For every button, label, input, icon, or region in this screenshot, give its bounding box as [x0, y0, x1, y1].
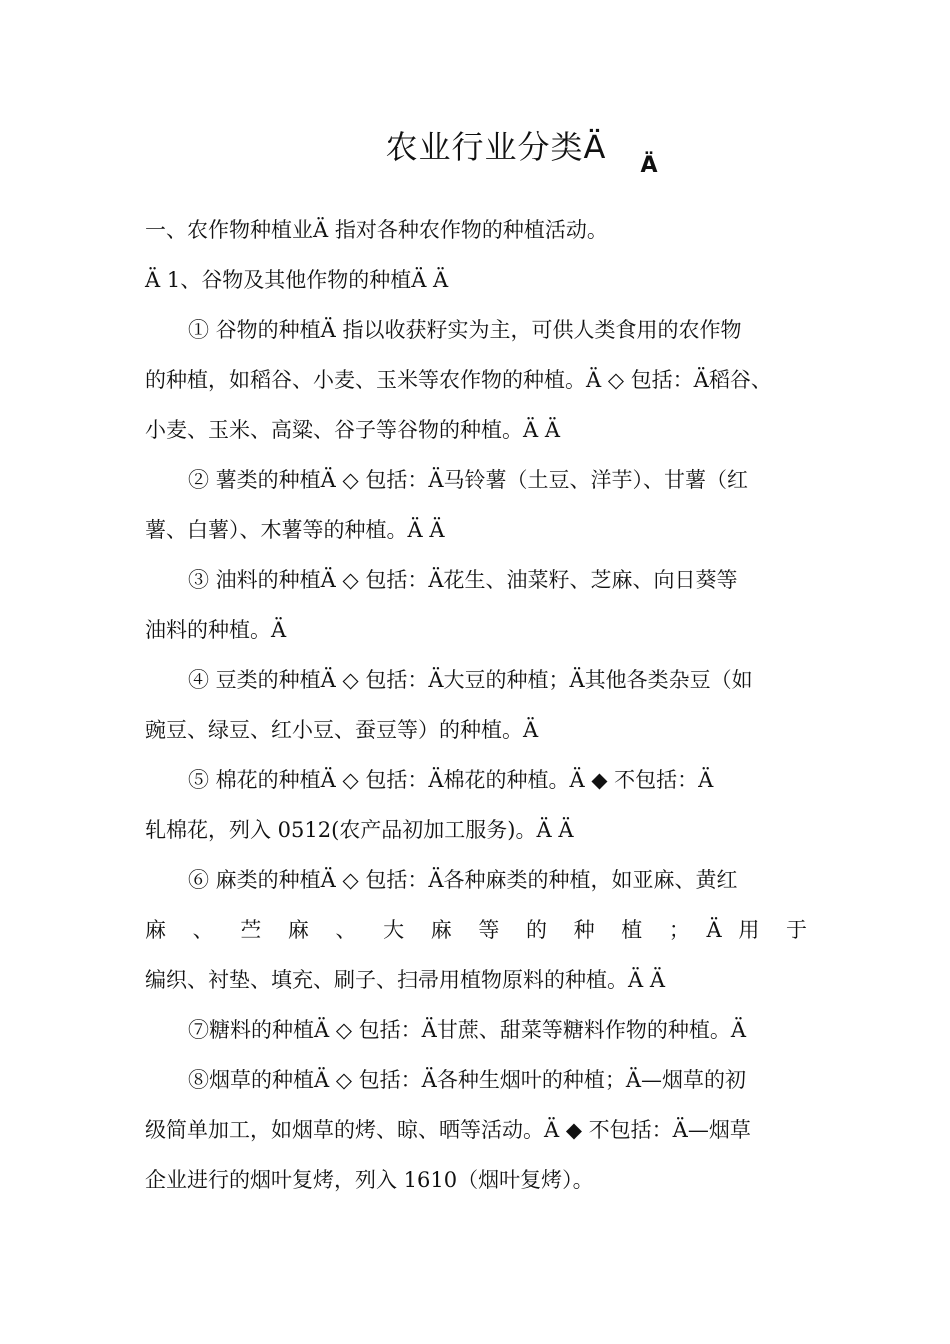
paragraph-line: 薯、白薯）、木薯等的种植。Ä Ä [145, 518, 445, 542]
paragraph-line: ⑧烟草的种植Ä ◇ 包括：Ä各种生烟叶的种植；Ä—烟草的初 [188, 1068, 746, 1092]
paragraph-line: 轧棉花，列入 0512(农产品初加工服务)。Ä Ä [145, 818, 574, 842]
paragraph-line: 豌豆、绿豆、红小豆、蚕豆等）的种植。Ä [145, 718, 539, 742]
paragraph-line: 麻 、 苎 麻 、 大 麻 等 的 种 植 ； Ä 用 于 [145, 918, 807, 942]
title-mark: Ä [640, 153, 659, 178]
subsection-heading: Ä 1、谷物及其他作物的种植Ä Ä [145, 268, 449, 292]
paragraph-line: ⑥ 麻类的种植Ä ◇ 包括：Ä各种麻类的种植，如亚麻、黄红 [188, 868, 738, 892]
paragraph-line: ④ 豆类的种植Ä ◇ 包括：Ä大豆的种植；Ä其他各类杂豆（如 [188, 668, 753, 692]
document-title [0, 122, 950, 178]
title-text: 农业行业分类Ä [385, 128, 607, 166]
paragraph-line: ③ 油料的种植Ä ◇ 包括：Ä花生、油菜籽、芝麻、向日葵等 [188, 568, 738, 592]
paragraph-line: 油料的种植。Ä [145, 618, 287, 642]
paragraph-line: 编织、衬垫、填充、刷子、扫帚用植物原料的种植。Ä Ä [145, 968, 666, 992]
paragraph-line: ⑦糖料的种植Ä ◇ 包括：Ä甘蔗、甜菜等糖料作物的种植。Ä [188, 1018, 746, 1042]
paragraph-line: ⑤ 棉花的种植Ä ◇ 包括：Ä棉花的种植。Ä ◆ 不包括：Ä [188, 768, 714, 792]
paragraph-line: 级简单加工，如烟草的烤、晾、晒等活动。Ä ◆ 不包括：Ä—烟草 [145, 1118, 751, 1142]
paragraph-line: 企业进行的烟叶复烤，列入 1610（烟叶复烤）。 [145, 1168, 594, 1192]
section-heading: 一、农作物种植业Ä 指对各种农作物的种植活动。 [145, 218, 608, 242]
paragraph-line: ② 薯类的种植Ä ◇ 包括：Ä马铃薯（土豆、洋芋）、甘薯（红 [188, 468, 749, 492]
paragraph-line: 的种植，如稻谷、小麦、玉米等农作物的种植。Ä ◇ 包括：Ä稻谷、 [145, 368, 772, 392]
paragraph-line: 小麦、玉米、高粱、谷子等谷物的种植。Ä Ä [145, 418, 561, 442]
paragraph-line: ① 谷物的种植Ä 指以收获籽实为主，可供人类食用的农作物 [188, 318, 742, 342]
